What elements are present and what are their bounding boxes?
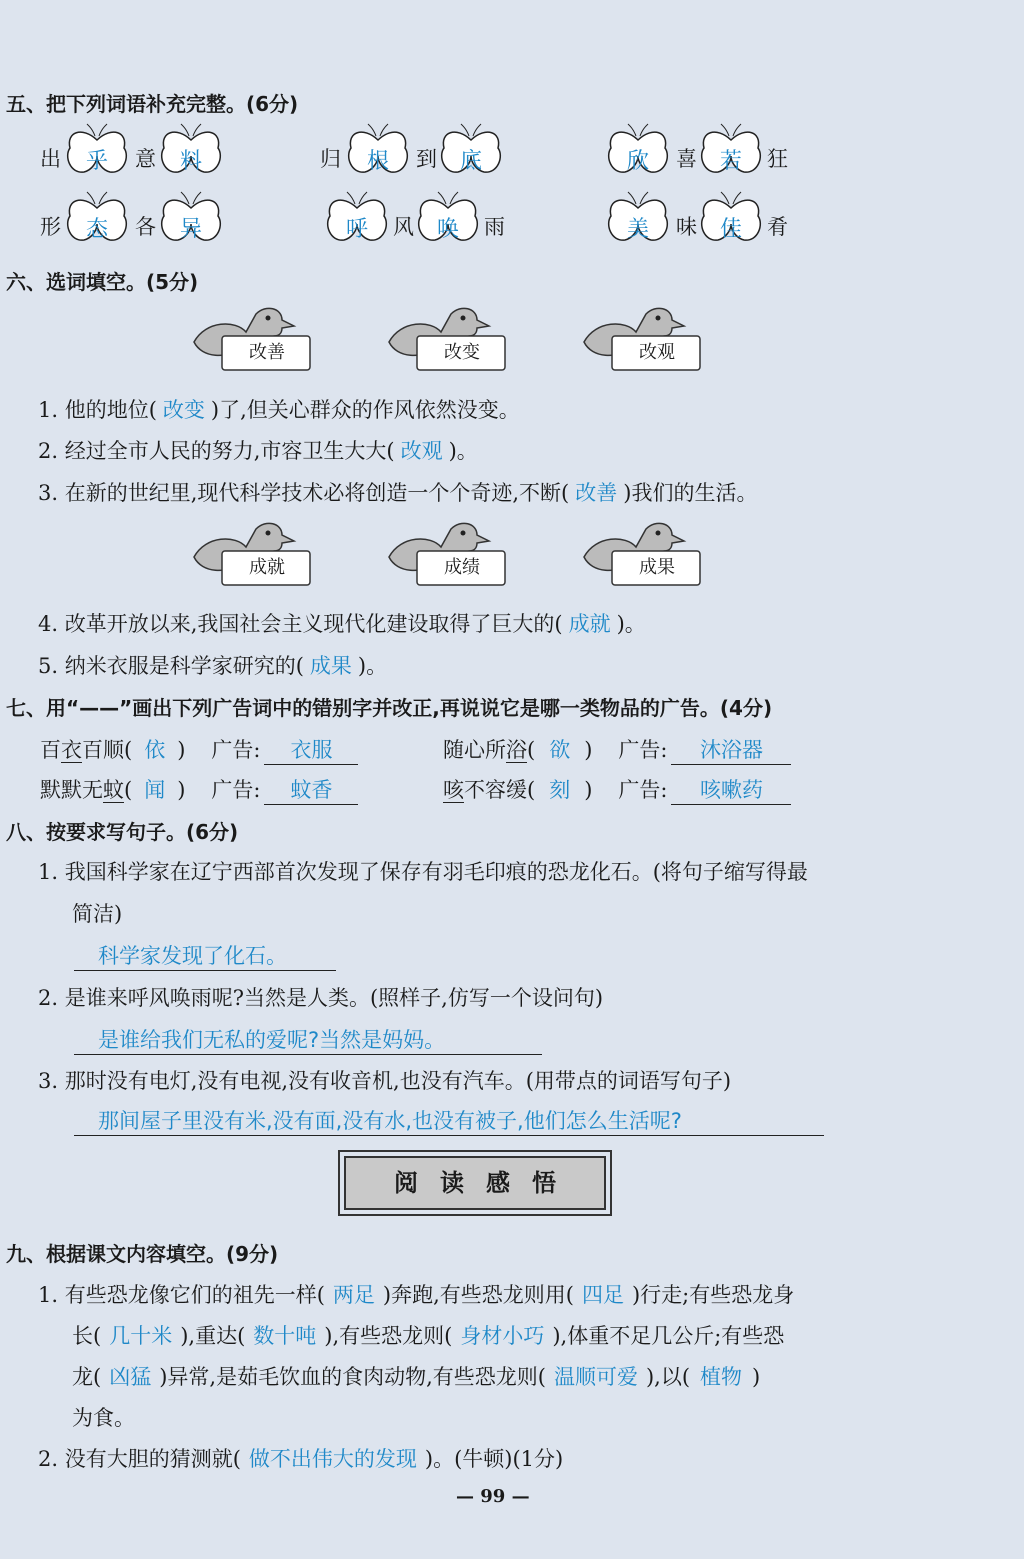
answer-8-3: 那间屋子里没有米,没有面,没有水,也没有被子,他们怎么生活呢? bbox=[74, 1105, 824, 1136]
section-7-title: 七、用“——”画出下列广告词中的错别字并改正,再说说它是哪一类物品的广告。(4分) bbox=[6, 696, 773, 720]
answer: 改善 bbox=[575, 481, 618, 505]
question-text: 4. 改革开放以来,我国社会主义现代化建设取得了巨大的( bbox=[38, 612, 563, 636]
banner-title: 阅读感悟 bbox=[394, 1168, 578, 1197]
question-9-1-line: 1. 有些恐龙像它们的祖先一样( 两足 )奔跑,有些恐龙则用( 四足 )行走;有些恐龙身 bbox=[38, 1283, 795, 1307]
answer-char: 异 bbox=[179, 217, 202, 242]
word-option: 成果 bbox=[639, 557, 675, 578]
answer: 做不出伟大的发现 bbox=[248, 1447, 417, 1471]
page-number: — 99 — bbox=[456, 1486, 530, 1507]
butterfly-box bbox=[322, 190, 392, 248]
reading-banner bbox=[338, 1150, 612, 1216]
butterfly-box bbox=[696, 190, 766, 248]
question-text: 1. 他的地位( bbox=[38, 398, 157, 422]
answer: 改变 bbox=[162, 398, 205, 422]
answer: 成就 bbox=[568, 612, 611, 636]
idiom-char: 出 bbox=[40, 147, 61, 171]
wrong-char: 咳 bbox=[443, 778, 464, 802]
idiom-char: 归 bbox=[320, 147, 341, 171]
butterfly-box bbox=[343, 122, 413, 180]
section-8-title: 八、按要求写句子。(6分) bbox=[6, 820, 239, 844]
answer-char: 若 bbox=[719, 149, 742, 174]
answer: 四足 bbox=[581, 1283, 624, 1307]
question-8-3: 3. 那时没有电灯,没有电视,没有收音机,也没有汽车。(用带点的词语写句子) bbox=[38, 1069, 732, 1093]
idiom-char: 到 bbox=[416, 147, 437, 171]
butterfly-box bbox=[696, 122, 766, 180]
answer-char: 料 bbox=[179, 149, 202, 174]
answer-char: 呼 bbox=[345, 217, 368, 242]
butterfly-box bbox=[62, 122, 132, 180]
butterfly-box bbox=[62, 190, 132, 248]
idiom-char: 形 bbox=[40, 215, 61, 239]
idiom-char: 狂 bbox=[767, 147, 788, 171]
question-text: 5. 纳米衣服是科学家研究的( bbox=[38, 654, 304, 678]
question-6-5 bbox=[38, 650, 387, 680]
word-option: 改观 bbox=[639, 342, 675, 363]
idiom-char: 意 bbox=[135, 147, 156, 171]
butterfly-box bbox=[603, 190, 673, 248]
idiom-char: 喜 bbox=[676, 147, 697, 171]
answer: 几十米 bbox=[109, 1324, 173, 1348]
butterfly-box bbox=[436, 122, 506, 180]
question-9-1-line: 为食。 bbox=[72, 1406, 135, 1430]
answer-8-2: 是谁给我们无私的爱呢?当然是妈妈。 bbox=[74, 1024, 542, 1055]
butterfly-box bbox=[156, 122, 226, 180]
answer: 数十吨 bbox=[253, 1324, 317, 1348]
idiom-char: 味 bbox=[676, 215, 697, 239]
answer: 两足 bbox=[332, 1283, 375, 1307]
section-5-title: 五、把下列词语补充完整。(6分) bbox=[6, 92, 299, 116]
answer-char: 唤 bbox=[436, 217, 459, 242]
question-text: )。 bbox=[448, 439, 478, 463]
question-6-4 bbox=[38, 608, 646, 638]
question-text: )。 bbox=[616, 612, 646, 636]
answer: 植物 bbox=[700, 1365, 743, 1389]
answer: 咳嗽药 bbox=[671, 774, 791, 805]
question-8-2: 2. 是谁来呼风唤雨呢?当然是人类。(照样子,仿写一个设问句) bbox=[38, 986, 604, 1010]
answer-char: 底 bbox=[459, 149, 482, 174]
answer: 成果 bbox=[309, 654, 352, 678]
question-text: )了,但关心群众的作风依然没变。 bbox=[210, 398, 520, 422]
butterfly-box bbox=[413, 190, 483, 248]
answer-char: 欣 bbox=[626, 149, 649, 174]
question-6-1 bbox=[38, 394, 520, 424]
wrong-char: 蚊 bbox=[103, 778, 124, 802]
section-6-title: 六、选词填空。(5分) bbox=[6, 270, 199, 294]
answer: 凶猛 bbox=[109, 1365, 152, 1389]
answer: 依 bbox=[144, 738, 166, 762]
answer: 蚊香 bbox=[264, 774, 358, 805]
answer-8-1: 科学家发现了化石。 bbox=[74, 940, 336, 971]
section-9-title: 九、根据课文内容填空。(9分) bbox=[6, 1242, 279, 1266]
word-option: 成就 bbox=[249, 557, 285, 578]
question-9-1-line: 龙( 凶猛 )异常,是茹毛饮血的食肉动物,有些恐龙则( 温顺可爱 ),以( 植物 ) bbox=[72, 1365, 761, 1389]
answer-char: 根 bbox=[366, 149, 389, 174]
ad-item: 咳不容缓( 刻 ) 广告: 咳嗽药 bbox=[443, 774, 791, 805]
idiom-char: 风 bbox=[393, 215, 414, 239]
wrong-char: 衣 bbox=[61, 738, 82, 762]
question-6-3 bbox=[38, 477, 757, 507]
idiom-char: 雨 bbox=[484, 215, 505, 239]
answer: 沐浴器 bbox=[671, 734, 791, 765]
answer: 衣服 bbox=[264, 734, 358, 765]
bird-sign bbox=[186, 302, 316, 376]
word-option: 改变 bbox=[444, 342, 480, 363]
question-9-2: 2. 没有大胆的猜测就( 做不出伟大的发现 )。(牛顿)(1分) bbox=[38, 1447, 564, 1471]
question-8-1-cont: 简洁) bbox=[72, 902, 123, 926]
butterfly-box bbox=[603, 122, 673, 180]
question-8-1: 1. 我国科学家在辽宁西部首次发现了保存有羽毛印痕的恐龙化石。(将句子缩写得最 bbox=[38, 860, 808, 884]
question-text: 2. 经过全市人民的努力,市容卫生大大( bbox=[38, 439, 395, 463]
idiom-char: 肴 bbox=[767, 215, 788, 239]
word-option: 改善 bbox=[249, 342, 285, 363]
answer-char: 佳 bbox=[719, 217, 742, 242]
question-9-1-line: 长( 几十米 ),重达( 数十吨 ),有些恐龙则( 身材小巧 ),体重不足几公斤;有些恐 bbox=[72, 1324, 785, 1348]
word-option: 成绩 bbox=[444, 557, 480, 578]
bird-sign bbox=[381, 302, 511, 376]
bird-sign bbox=[381, 517, 511, 591]
answer: 身材小巧 bbox=[460, 1324, 545, 1348]
question-text: )我们的生活。 bbox=[623, 481, 758, 505]
bird-sign bbox=[576, 517, 706, 591]
answer: 温顺可爱 bbox=[553, 1365, 638, 1389]
answer-char: 美 bbox=[626, 217, 649, 242]
answer: 闻 bbox=[144, 778, 166, 802]
bird-sign bbox=[576, 302, 706, 376]
question-text: 3. 在新的世纪里,现代科学技术必将创造一个个奇迹,不断( bbox=[38, 481, 570, 505]
butterfly-box bbox=[156, 190, 226, 248]
answer-char: 态 bbox=[85, 217, 108, 242]
wrong-char: 浴 bbox=[506, 738, 527, 762]
question-text: )。 bbox=[357, 654, 388, 678]
question-6-2 bbox=[38, 435, 478, 465]
answer: 刻 bbox=[549, 778, 571, 802]
ad-item: 随心所浴( 欲 ) 广告: 沐浴器 bbox=[443, 734, 791, 765]
bird-sign bbox=[186, 517, 316, 591]
idiom-char: 各 bbox=[135, 215, 156, 239]
answer-char: 乎 bbox=[85, 149, 108, 174]
answer: 欲 bbox=[549, 738, 571, 762]
ad-item: 百衣百顺( 依 ) 广告: 衣服 bbox=[40, 734, 358, 765]
answer: 改观 bbox=[400, 439, 443, 463]
ad-item: 默默无蚊( 闻 ) 广告: 蚊香 bbox=[40, 774, 358, 805]
